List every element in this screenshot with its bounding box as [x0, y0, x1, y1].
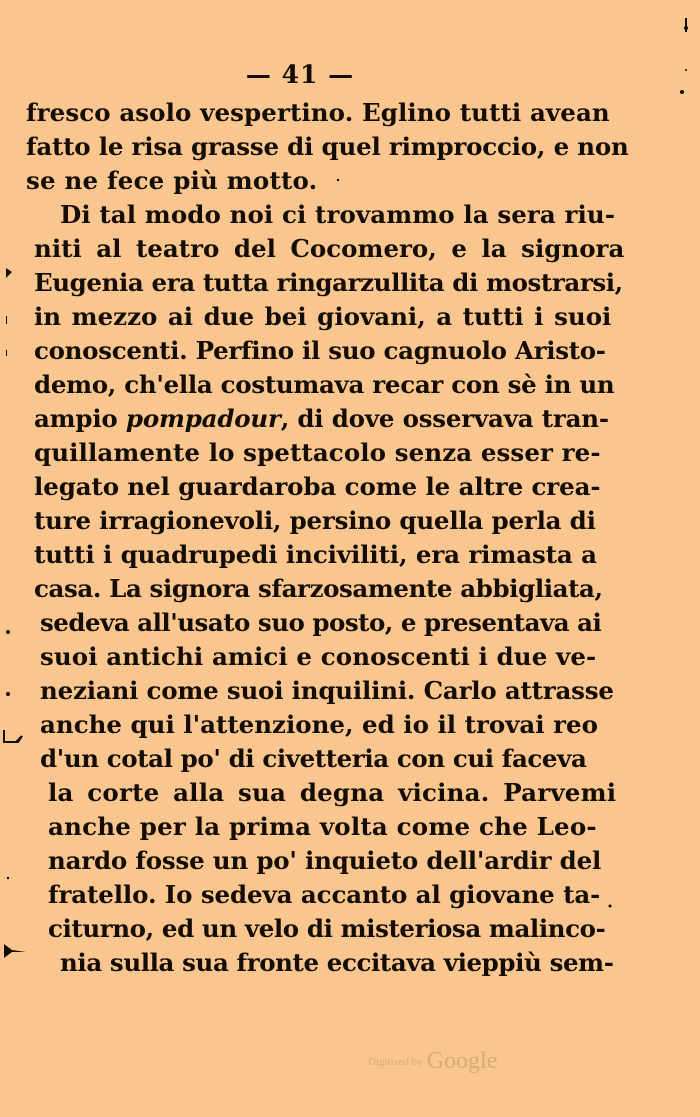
text-line: anche qui l'attenzione, ed io il trovai reo [40, 710, 598, 739]
text-line: Di tal modo noi ci trovammo la sera riu- [60, 200, 616, 229]
text-line: fresco asolo vespertino. Eglino tutti avean [26, 98, 610, 127]
watermark-brand: Google [426, 1048, 498, 1074]
text-line: tutti i quadrupedi inciviliti, era rimasta a [34, 540, 597, 569]
speck-icon [6, 316, 7, 324]
text-line: la corte alla sua degna vicina. Parvemi [48, 778, 617, 807]
page-number: — 41 — [245, 60, 355, 89]
text-line: demo, ch'ella costumava recar con sè in un [34, 370, 615, 399]
text-line: suoi antichi amici e conoscenti i due ve- [40, 642, 597, 671]
speck-icon [6, 630, 10, 634]
text-line: nardo fosse un po' inquieto dell'ardir del [48, 846, 602, 875]
speck-icon [4, 730, 22, 742]
text-line: d'un cotal po' di civetteria con cui faceva [40, 744, 587, 773]
line-text: , di dove osservava tran- [280, 404, 609, 433]
text-line: Eugenia era tutta ringarzullita di mostrarsi, [34, 268, 623, 297]
text-line: in mezzo ai due bei giovani, a tutti i suoi [34, 302, 612, 331]
line-text: ampio [34, 404, 126, 433]
google-watermark [368, 1048, 497, 1075]
text-line: sedeva all'usato suo posto, e presentava ai [40, 608, 602, 637]
text-line: conoscenti. Perfino il suo cagnuolo Aristo- [34, 336, 606, 365]
text-line: neziani come suoi inquilini. Carlo attrasse [40, 676, 614, 705]
speck-icon [4, 944, 26, 958]
text-line: casa. La signora sfarzosamente abbigliata, [34, 574, 603, 603]
speck-icon [609, 905, 612, 908]
speck-icon [6, 692, 10, 696]
speck-icon [6, 350, 7, 356]
speck-icon [6, 268, 12, 278]
speck-icon [7, 877, 9, 879]
text-line: quillamente lo spettacolo senza esser re- [34, 438, 601, 467]
text-line: anche per la prima volta come che Leo- [48, 812, 597, 841]
watermark-prefix: Digitized by [368, 1055, 423, 1068]
text-line: fatto le risa grasse di quel rimproccio, e non [26, 132, 629, 161]
text-line: ture irragionevoli, persino quella perla di [34, 506, 596, 535]
speck-icon [680, 90, 684, 94]
speck-icon [337, 179, 339, 181]
text-line: legato nel guardaroba come le altre crea- [34, 472, 601, 501]
text-line: fratello. Io sedeva accanto al giovane ta- [48, 880, 601, 909]
text-line: nia sulla sua fronte eccitava vieppiù sem- [60, 948, 614, 977]
speck-icon [685, 18, 687, 32]
italic-word: pompadour [125, 404, 281, 433]
text-line: niti al teatro del Cocomero, e la signora [34, 234, 625, 263]
text-line: se ne fece più motto. [26, 166, 318, 195]
text-line: citurno, ed un velo di misteriosa malinco- [48, 914, 606, 943]
speck-icon [685, 69, 687, 71]
